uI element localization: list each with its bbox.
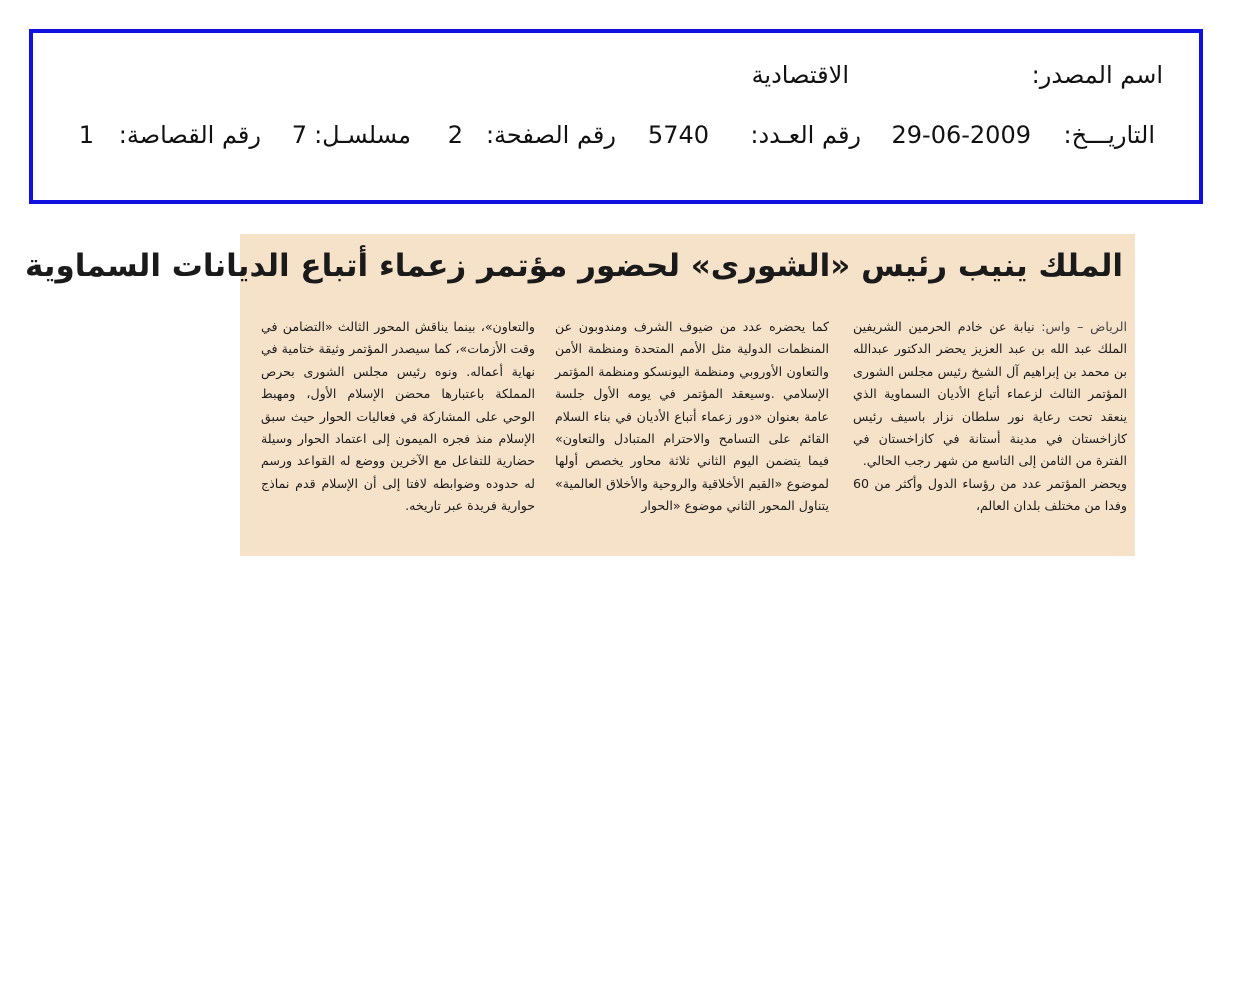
article-column-2	[555, 316, 829, 518]
issue-value: 5740	[647, 121, 709, 149]
info-row-details	[33, 121, 1199, 161]
serial-label: مسلسـل:	[314, 121, 411, 149]
clip-number-value: 1	[78, 121, 94, 149]
issue-label: رقم العـدد:	[750, 121, 861, 149]
date-label: التاريـــخ:	[1063, 121, 1155, 149]
page-label: رقم الصفحة:	[485, 121, 616, 149]
document-info-box	[29, 29, 1203, 204]
date-value: 29-06-2009	[891, 121, 1031, 149]
article-column-1	[853, 316, 1127, 518]
article-paragraph: ويحضر المؤتمر عدد من رؤساء الدول وأكثر من 60 وفدا من مختلف بلدان العالم،	[853, 475, 1127, 514]
source-label: اسم المصدر:	[1031, 61, 1163, 89]
source-value: الاقتصادية	[751, 61, 849, 89]
article-paragraph	[853, 316, 1127, 473]
article-column-3	[261, 316, 535, 518]
article-dateline: الرياض – واس:	[1041, 319, 1127, 334]
page-value: 2	[447, 121, 463, 149]
article-text: نيابة عن خادم الحرمين الشريفين الملك عبد الله بن عبد العزيز يحضر الدكتور عبدالله بن محمد بن إبراهيم آل الشيخ رئيس مجلس الشورى المؤتمر الثالث لزعماء أتباع الأديان السماوية الذي ينعقد تحت رعاية نور سلطان نزار باسيف رئيس كازاخستان في مدينة أستانة في كازاخستان في الفترة من الثامن إلى التاسع من شهر رجب الحالي.	[853, 319, 1127, 469]
serial-value: 7	[291, 121, 307, 149]
clip-number-label: رقم القصاصة:	[118, 121, 261, 149]
article-headline: الملك ينيب رئيس «الشورى» لحضور مؤتمر زعماء أتباع الديانات السماوية	[25, 248, 1123, 284]
info-row-source	[33, 61, 1199, 101]
newspaper-clipping	[25, 234, 1135, 556]
article-paragraph: كما يحضره عدد من ضيوف الشرف ومندوبون عن المنظمات الدولية مثل الأمم المتحدة ومنظمة الأمن والتعاون الأوروبي ومنظمة اليونسكو ومنظمة المؤتمر الإسلامي .وسيعقد المؤتمر في يومه الأول جلسة عامة بعنوان «دور زعماء أتباع الأديان في بناء السلام القائم على التسامح والاحترام المتبادل والتعاون» فيما يتضمن اليوم الثاني ثلاثة محاور يخصص أولها لموضوع «القيم الأخلاقية والروحية والأخلاق العالمية» يتناول المحور الثاني موضوع «الحوار	[555, 319, 829, 514]
article-paragraph: والتعاون»، بينما يناقش المحور الثالث «التضامن في وقت الأزمات»، كما سيصدر المؤتمر وثيقة ختامية في نهاية أعماله. ونوه رئيس مجلس الشورى بحرص المملكة باعتبارها محضن الإسلام الأول، ومهبط الوحي على المشاركة في فعاليات الحوار حيث سبق الإسلام منذ فجره الميمون إلى اعتماد الحوار وسيلة حضارية للتفاعل مع الآخرين ووضع له القواعد ورسم له حدوده وضوابطه لافتا إلى أن الإسلام قدم نماذج حوارية فريدة عبر تاريخه.	[261, 319, 535, 514]
